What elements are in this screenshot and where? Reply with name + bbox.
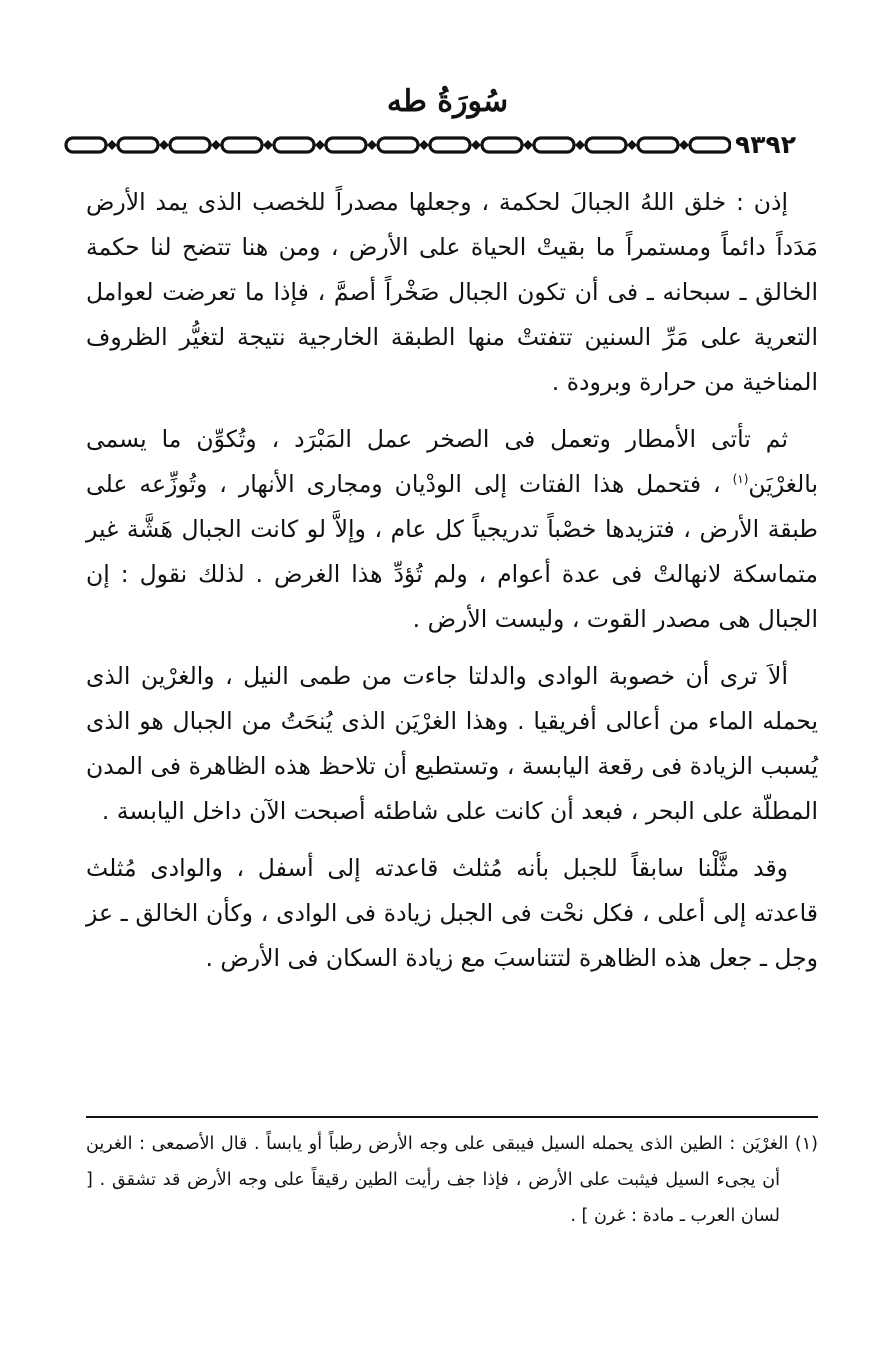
ornament-link bbox=[690, 138, 730, 152]
ornament-diamond bbox=[471, 140, 481, 150]
ornament-diamond bbox=[419, 140, 429, 150]
paragraph-2 bbox=[86, 417, 818, 642]
ornament-link bbox=[66, 138, 106, 152]
paragraph-2-text-end: ، فتحمل هذا الفتات إلى الودْيان ومجارى الأنهار ، وتُوزِّعه على طبقة الأرض ، فتزيدها خصْباً تدريجياً كل عام ، وإلاَّ لو كانت الجبال هَشَّة غير متماسكة لانهالتْ فى عدة أعوام ، ولم تُؤدِّ هذا الغرض . لذلك نقول : إن الجبال هى مصدر القوت ، وليست الأرض . bbox=[86, 470, 818, 633]
footnote-text: (١) الغرْيَن : الطين الذى يحمله السيل فيبقى على وجه الأرض رطباً أو يابساً . قال الأصمعى : الغرين أن يجىء السيل فيثبت على الأرض ، فإذا جف رأيت الطين رقيقاً على وجه الأرض قد تشقق . [ لسان العرب ـ مادة : غرن ] . bbox=[86, 1134, 818, 1226]
ornament-diamond bbox=[263, 140, 273, 150]
ornament-diamond bbox=[159, 140, 169, 150]
ornament-link bbox=[118, 138, 158, 152]
paragraph-1: إذن : خلق اللهُ الجبالَ لحكمة ، وجعلها مصدراً للخصب الذى يمد الأرض مَدَداً دائماً ومستمراً ما بقيتْ الحياة على الأرض ، ومن هنا تتضح لنا حكمة الخالق ـ سبحانه ـ فى أن تكون الجبال صَخْراً أصمَّ ، فإذا ما تعرضت لعوامل التعرية على مَرِّ السنين تتفتتْ منها الطبقة الخارجية نتيجة لتغيُّر الظروف المناخية من حرارة وبرودة . bbox=[86, 188, 818, 396]
footnote bbox=[86, 1126, 818, 1234]
ornament-diamond bbox=[523, 140, 533, 150]
paragraph-2-text-start: ثم تأتى الأمطار وتعمل فى الصخر عمل المَبْرَد ، وتُكوِّن ما يسمى بالغرْيَن bbox=[86, 425, 818, 498]
surah-title: سُورَةُ طه bbox=[386, 84, 509, 119]
ornament-link bbox=[378, 138, 418, 152]
ornament-link bbox=[638, 138, 678, 152]
ornament-link bbox=[170, 138, 210, 152]
ornament-link bbox=[482, 138, 522, 152]
ornament-link bbox=[326, 138, 366, 152]
ornament-diamond bbox=[367, 140, 377, 150]
paragraph-3: ألاَ ترى أن خصوبة الوادى والدلتا جاءت من طمى النيل ، والغرْين الذى يحمله الماء من أعالى أفريقيا . وهذا الغرْيَن الذى يُنحَتُ من الجبال هو الذى يُسبب الزيادة فى رقعة اليابسة ، وتستطيع أن تلاحظ هذه الظاهرة فى المدن المطلّة على البحر ، فبعد أن كانت على شاطئه أصبحت الآن داخل اليابسة . bbox=[86, 662, 818, 825]
ornament-diamond bbox=[679, 140, 689, 150]
main-text bbox=[86, 180, 818, 993]
page-number: ٩٣٩٢ bbox=[731, 130, 800, 160]
ornament-link bbox=[222, 138, 262, 152]
ornament-link bbox=[430, 138, 470, 152]
ornament-diamond bbox=[627, 140, 637, 150]
paragraph-4: وقد مثَّلْنا سابقاً للجبل بأنه مُثلث قاعدته إلى أسفل ، والوادى مُثلث قاعدته إلى أعلى ، فكل نحْت فى الجبل زيادة فى الوادى ، وكأن الخالق ـ عز وجل ـ جعل هذه الظاهرة لتتناسبَ مع زيادة السكان فى الأرض . bbox=[86, 854, 818, 972]
ornament-diamond bbox=[211, 140, 221, 150]
ornament-link bbox=[586, 138, 626, 152]
footnote-reference: (١) bbox=[732, 472, 749, 487]
ornament-link bbox=[274, 138, 314, 152]
ornamental-header-rule bbox=[60, 131, 830, 159]
ornament-diamond bbox=[315, 140, 325, 150]
footnote-separator bbox=[86, 1116, 818, 1118]
ornament-diamond bbox=[107, 140, 117, 150]
ornament-link bbox=[534, 138, 574, 152]
ornament-diamond bbox=[575, 140, 585, 150]
